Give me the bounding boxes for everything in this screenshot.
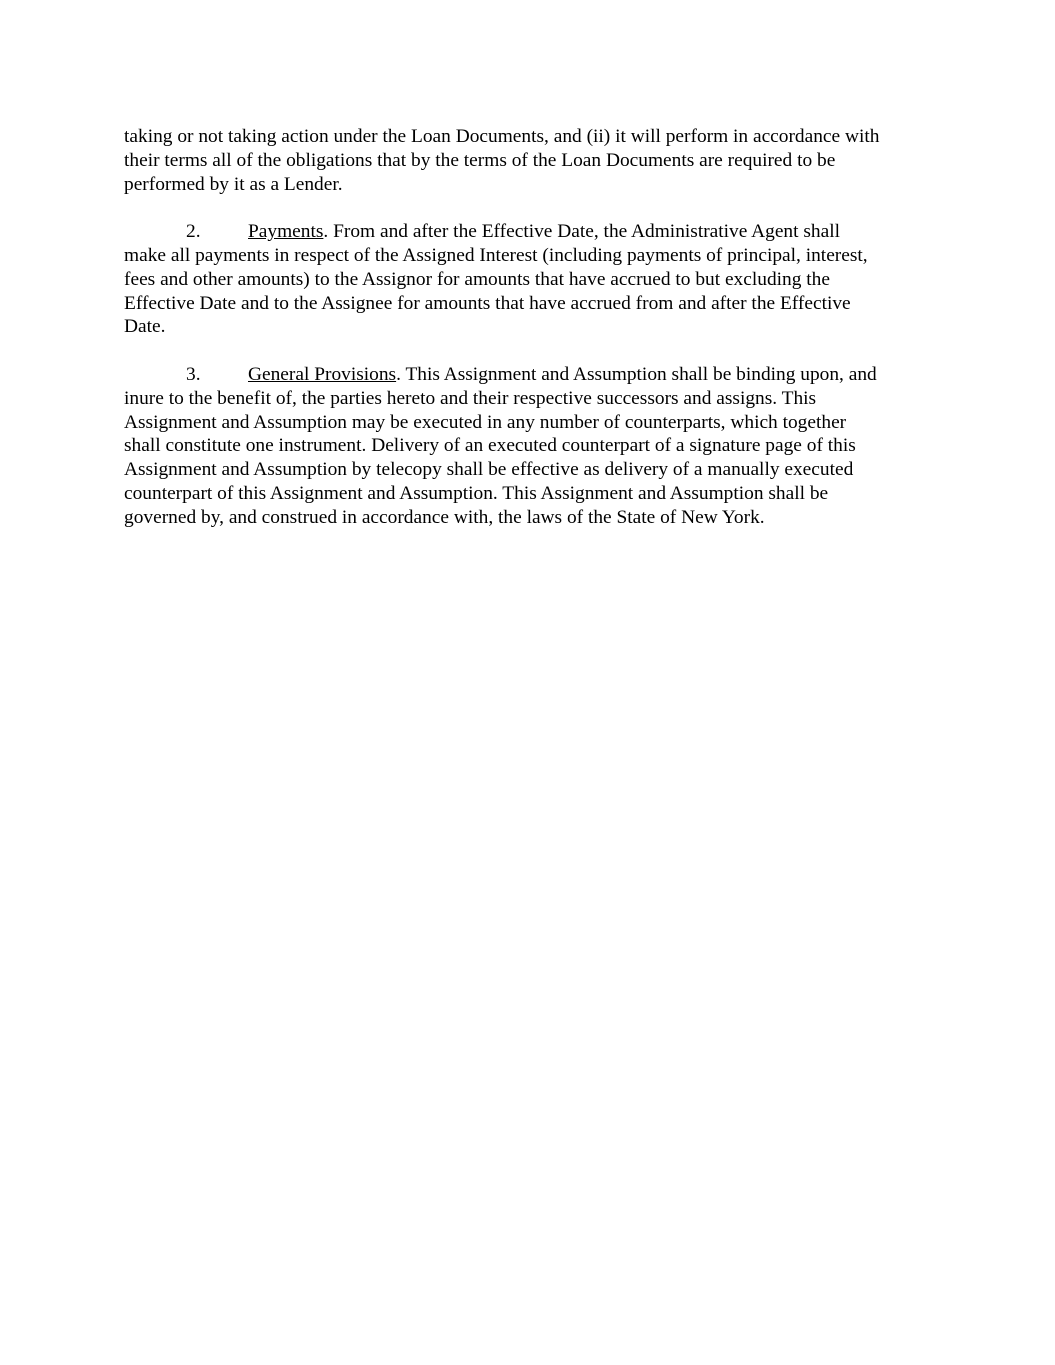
section-number: 3.: [186, 363, 201, 385]
section-line: counterpart of this Assignment and Assumption. This Assignment and Assumption shall be: [124, 482, 829, 504]
section-line: Assignment and Assumption may be executed in any number of counterparts, which together: [124, 411, 847, 433]
section-line: governed by, and construed in accordance with, the laws of the State of New York.: [124, 506, 765, 528]
section-general-first-line: [124, 363, 936, 387]
section-payments-first-line: [124, 220, 936, 244]
section-line: fees and other amounts) to the Assignor for amounts that have accrued to but excluding the: [124, 268, 830, 290]
section-line: inure to the benefit of, the parties hereto and their respective successors and assigns. This: [124, 387, 817, 409]
section-general-provisions: [124, 363, 936, 530]
section-line: Date.: [124, 316, 166, 338]
section-text: . From and after the Effective Date, the Administrative Agent shall: [323, 221, 840, 243]
intro-line: their terms all of the obligations that by the terms of the Loan Documents are required to be: [124, 149, 836, 171]
section-line: make all payments in respect of the Assigned Interest (including payments of principal, interest,: [124, 244, 868, 266]
intro-line: taking or not taking action under the Loan Documents, and (ii) it will perform in accordance with: [124, 126, 880, 147]
section-line: shall constitute one instrument. Delivery of an executed counterpart of a signature page of this: [124, 435, 856, 457]
section-text: . This Assignment and Assumption shall be binding upon, and: [396, 363, 877, 385]
document-page: [124, 125, 936, 553]
intro-paragraph: [124, 125, 936, 196]
section-line: Effective Date and to the Assignee for amounts that have accrued from and after the Effective: [124, 292, 851, 314]
section-heading: General Provisions: [248, 363, 397, 385]
intro-line: performed by it as a Lender.: [124, 173, 343, 195]
section-payments: [124, 220, 936, 339]
section-number: 2.: [186, 221, 201, 243]
section-line: Assignment and Assumption by telecopy shall be effective as delivery of a manually executed: [124, 459, 854, 481]
section-heading: Payments: [248, 221, 324, 243]
